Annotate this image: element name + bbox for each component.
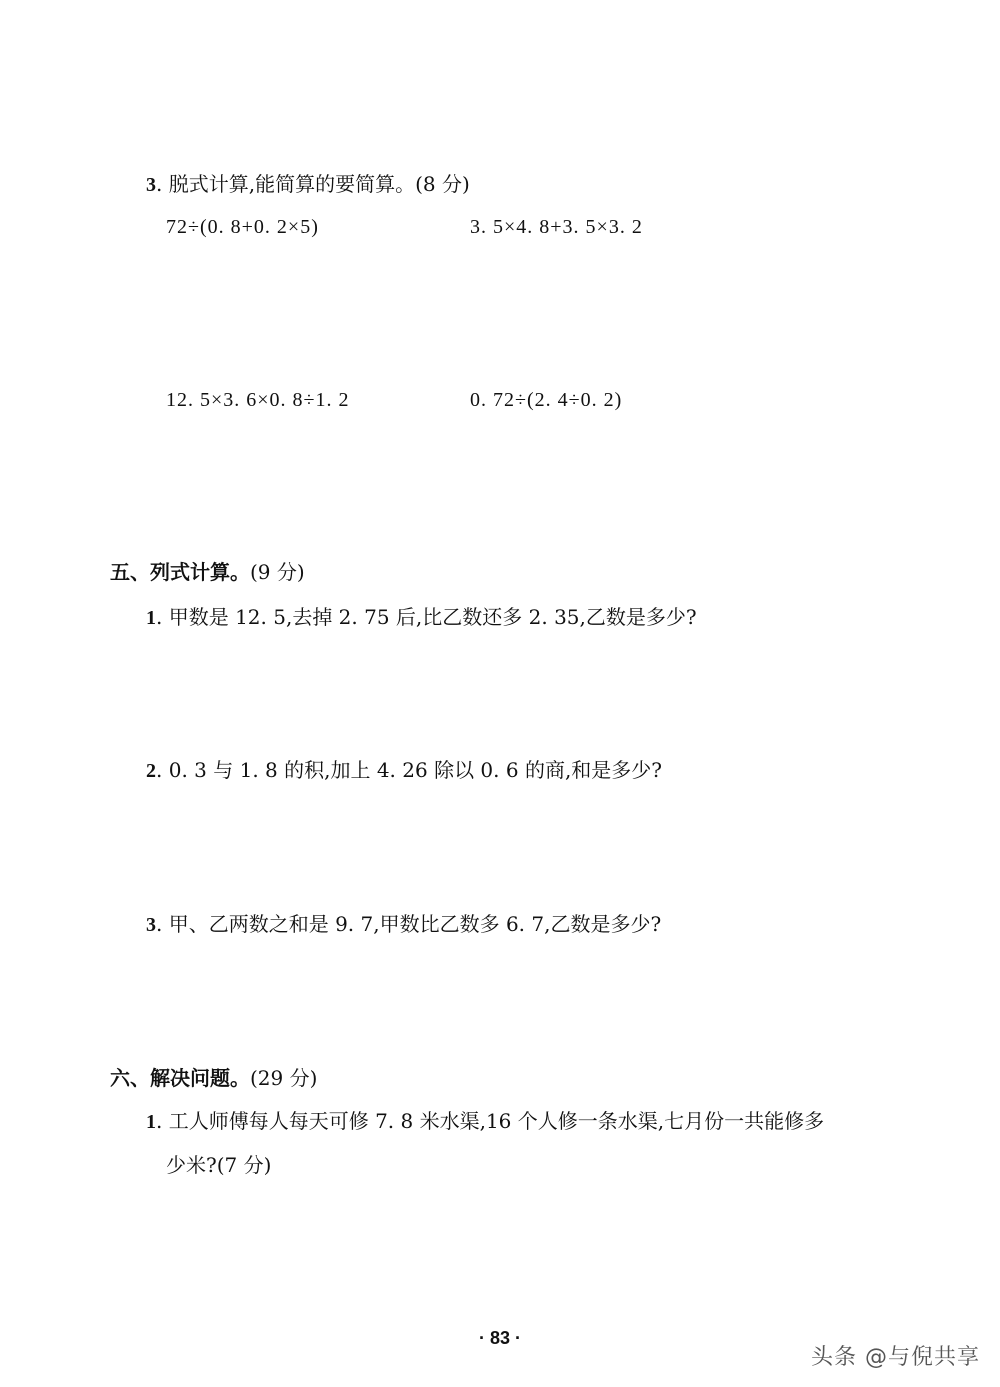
section-title: 五、列式计算。 bbox=[110, 560, 250, 584]
expression-4: 0. 72÷(2. 4÷0. 2) bbox=[470, 389, 623, 411]
question-number: 3 bbox=[146, 914, 156, 936]
question-number: 1 bbox=[146, 607, 156, 629]
question-text: . 甲、乙两数之和是 9. 7,甲数比乙数多 6. 7,乙数是多少? bbox=[156, 912, 662, 936]
question-number: 3 bbox=[146, 174, 156, 196]
expression-1: 72÷(0. 8+0. 2×5) bbox=[166, 216, 319, 238]
section-title: 六、解决问题。 bbox=[110, 1066, 250, 1090]
expression-2: 3. 5×4. 8+3. 5×3. 2 bbox=[470, 216, 643, 238]
question-5-2 bbox=[146, 758, 662, 783]
question-5-3 bbox=[146, 912, 661, 937]
question-text: . 工人师傅每人每天可修 7. 8 米水渠,16 个人修一条水渠,七月份一共能修多 bbox=[156, 1109, 825, 1133]
section-score: (29 分) bbox=[250, 1066, 318, 1090]
question-text: . 脱式计算,能简算的要简算。 bbox=[156, 172, 416, 196]
question-text: . 0. 3 与 1. 8 的积,加上 4. 26 除以 0. 6 的商,和是多少? bbox=[156, 758, 663, 782]
question-5-1 bbox=[146, 605, 697, 630]
question-4-3 bbox=[146, 172, 470, 197]
question-number: 2 bbox=[146, 760, 156, 782]
page-number: · 83 · bbox=[478, 1328, 521, 1348]
expression-3: 12. 5×3. 6×0. 8÷1. 2 bbox=[166, 389, 350, 411]
section-6-heading bbox=[110, 1066, 317, 1090]
question-6-1-line-2: 少米?(7 分) bbox=[166, 1153, 272, 1177]
question-6-1-line-1 bbox=[146, 1109, 824, 1134]
question-score: (8 分) bbox=[415, 172, 470, 196]
watermark: 头条 @与倪共享 bbox=[811, 1345, 980, 1370]
question-number: 1 bbox=[146, 1111, 156, 1133]
section-score: (9 分) bbox=[250, 560, 305, 584]
question-text: . 甲数是 12. 5,去掉 2. 75 后,比乙数还多 2. 35,乙数是多少? bbox=[156, 605, 697, 629]
section-5-heading bbox=[110, 560, 305, 584]
